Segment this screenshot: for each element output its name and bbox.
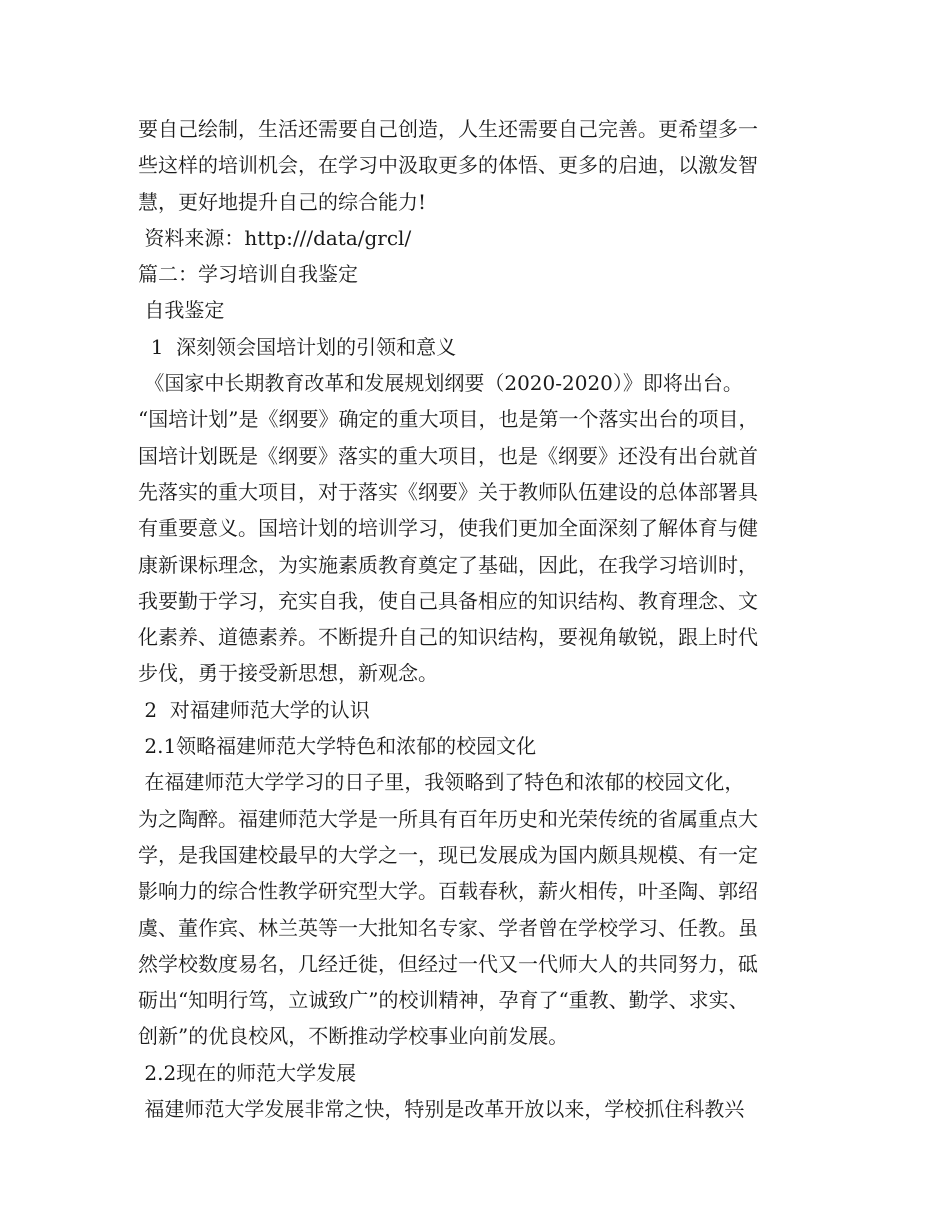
section-heading-2: 2 对福建师范大学的认识: [138, 697, 370, 722]
source-line: 资料来源：http:///data/grcl/: [138, 225, 412, 250]
text-line: 有重要意义。国培计划的培训学习，使我们更加全面深刻了解体育与健: [138, 516, 758, 541]
text-line: 我要勤于学习，充实自我，使自己具备相应的知识结构、教育理念、文: [138, 588, 758, 613]
text-line: 步伐，勇于接受新思想，新观念。: [138, 661, 438, 686]
subsection-heading-2-2: 2.2现在的师范大学发展: [138, 1060, 357, 1085]
text-line: 化素养、道德素养。不断提升自己的知识结构，要视角敏锐，跟上时代: [138, 625, 758, 650]
text-line: 为之陶醉。福建师范大学是一所具有百年历史和光荣传统的省属重点大: [138, 806, 758, 831]
subsection-heading-2-1: 2.1领略福建师范大学特色和浓郁的校园文化: [138, 734, 537, 759]
text-line: 然学校数度易名，几经迁徙，但经过一代又一代师大人的共同努力，砥: [138, 951, 758, 976]
text-line: 创新”的优良校风，不断推动学校事业向前发展。: [138, 1024, 569, 1049]
section-title: 自我鉴定: [138, 298, 225, 323]
text-line: 先落实的重大项目，对于落实《纲要》关于教师队伍建设的总体部署具: [138, 479, 758, 504]
text-line: 国培计划既是《纲要》落实的重大项目，也是《纲要》还没有出台就首: [138, 443, 758, 468]
text-line: “国培计划”是《纲要》确定的重大项目，也是第一个落实出台的项目，: [138, 407, 759, 432]
text-line: 福建师范大学发展非常之快，特别是改革开放以来，学校抓住科教兴: [138, 1097, 745, 1122]
text-line: 在福建师范大学学习的日子里，我领略到了特色和浓郁的校园文化，: [138, 770, 745, 795]
text-line: 康新课标理念，为实施素质教育奠定了基础，因此，在我学习培训时，: [138, 552, 758, 577]
text-line: 影响力的综合性教学研究型大学。百载春秋，薪火相传，叶圣陶、郭绍: [138, 879, 758, 904]
text-line: 慧，更好地提升自己的综合能力!: [138, 189, 427, 214]
text-line: 虞、董作宾、林兰英等一大批知名专家、学者曾在学校学习、任教。虽: [138, 915, 758, 940]
text-line: 《国家中长期教育改革和发展规划纲要（2020-2020）》即将出台。: [138, 371, 743, 396]
section-heading-1: 1 深刻领会国培计划的引领和意义: [138, 334, 457, 359]
text-line: 些这样的培训机会，在学习中汲取更多的体悟、更多的启迪，以激发智: [138, 153, 758, 178]
text-line: 要自己绘制，生活还需要自己创造，人生还需要自己完善。更希望多一: [138, 117, 758, 141]
document-body: [138, 111, 838, 1127]
chapter-heading: 篇二：学习培训自我鉴定: [138, 262, 358, 287]
text-line: 学，是我国建校最早的大学之一，现已发展成为国内颇具规模、有一定: [138, 842, 758, 867]
text-line: 砺出“知明行笃，立诚致广”的校训精神，孕育了“重教、勤学、求实、: [138, 988, 749, 1013]
